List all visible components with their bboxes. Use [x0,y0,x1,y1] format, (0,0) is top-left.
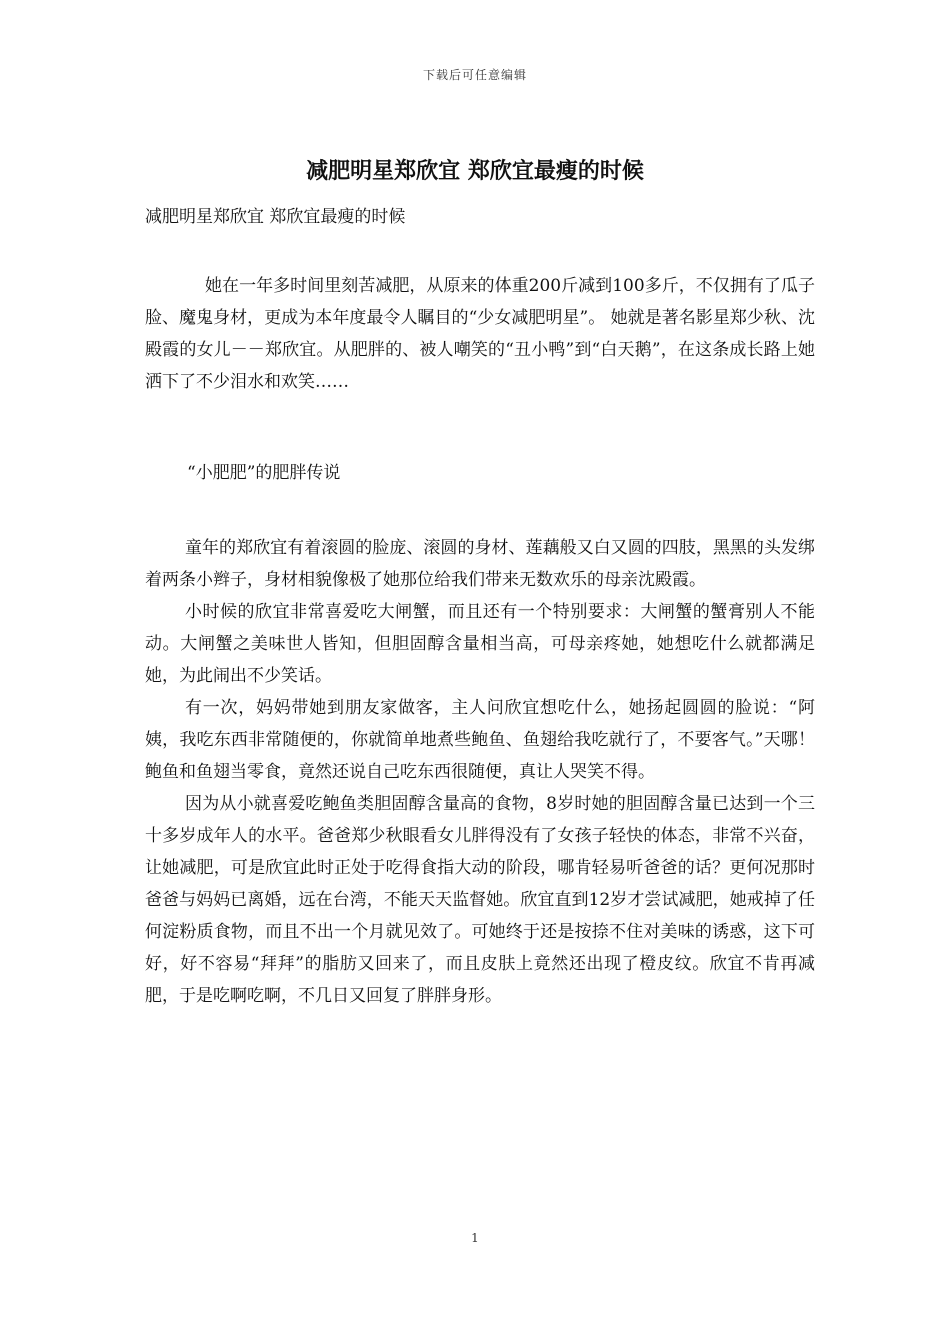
paragraph: 小时候的欣宜非常喜爱吃大闸蟹，而且还有一个特别要求：大闸蟹的蟹膏别人不能动。大闸蟹之美味世人皆知，但胆固醇含量相当高，可母亲疼她，她想吃什么就都满足她，为此闹出不少笑话。 [145,602,815,686]
page-header-note: 下载后可任意编辑 [422,68,527,82]
body-paragraphs [145,532,815,1012]
document-subtitle: 减肥明星郑欣宜 郑欣宜最瘦的时候 [145,207,406,227]
document-title: 减肥明星郑欣宜 郑欣宜最瘦的时候 [306,158,644,184]
page-number: 1 [471,1231,479,1245]
intro-paragraph: 她在一年多时间里刻苦减肥，从原来的体重200斤减到100多斤，不仅拥有了瓜子脸、魔鬼身材，更成为本年度最令人瞩目的“少女减肥明星”。 她就是著名影星郑少秋、沈殿霞的女儿－－郑欣宜。从肥胖的、被人嘲笑的“丑小鸭”到“白天鹅”，在这条成长路上她洒下了不少泪水和欢笑…… [145,276,815,392]
paragraph: 因为从小就喜爱吃鲍鱼类胆固醇含量高的食物，8岁时她的胆固醇含量已达到一个三十多岁成年人的水平。爸爸郑少秋眼看女儿胖得没有了女孩子轻快的体态，非常不兴奋，让她减肥，可是欣宜此时正处于吃得食指大动的阶段，哪肯轻易听爸爸的话？更何况那时爸爸与妈妈已离婚，远在台湾，不能天天监督她。欣宜直到12岁才尝试减肥，她戒掉了任何淀粉质食物，而且不出一个月就见效了。可她终于还是按捺不住对美味的诱惑，这下可好，好不容易“拜拜”的脂肪又回来了，而且皮肤上竟然还出现了橙皮纹。欣宜不肯再减肥，于是吃啊吃啊，不几日又回复了胖胖身形。 [145,794,815,1006]
paragraph: 有一次，妈妈带她到朋友家做客，主人问欣宜想吃什么，她扬起圆圆的脸说：“阿姨，我吃东西非常随便的，你就简单地煮些鲍鱼、鱼翅给我吃就行了，不要客气。”天哪！鲍鱼和鱼翅当零食，竟然还说自己吃东西很随便，真让人哭笑不得。 [145,698,815,782]
section-heading: “小肥肥”的肥胖传说 [187,463,341,483]
paragraph: 童年的郑欣宜有着滚圆的脸庞、滚圆的身材、莲藕般又白又圆的四肢，黑黑的头发绑着两条小辫子，身材相貌像极了她那位给我们带来无数欢乐的母亲沈殿霞。 [145,538,815,590]
